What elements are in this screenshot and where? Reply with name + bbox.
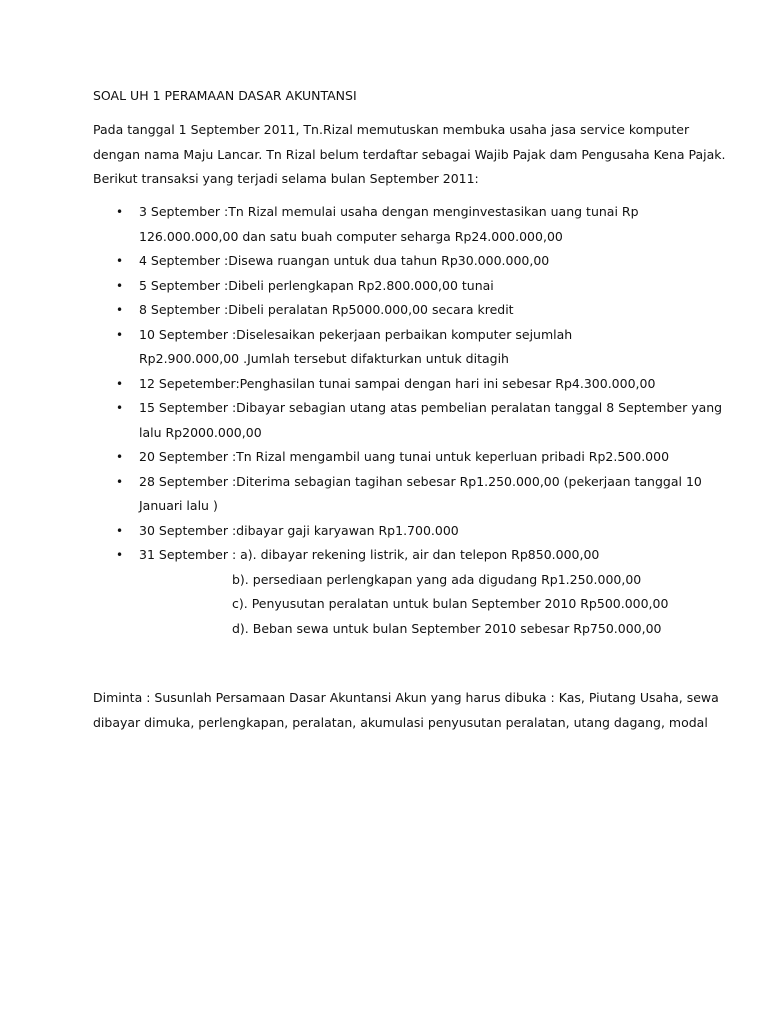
bullet-icon: •	[116, 278, 124, 293]
bullet-icon: •	[116, 523, 124, 538]
list-item-text: Januari lalu )	[139, 498, 218, 513]
bullet-icon: •	[116, 303, 124, 317]
list-item	[93, 249, 693, 274]
bullet-icon: •	[116, 205, 124, 219]
list-item-text: Rp2.900.000,00 .Jumlah tersebut difakturkan untuk ditagih	[139, 351, 509, 366]
list-item-text: 4 September :Disewa ruangan untuk dua tahun Rp30.000.000,00	[139, 253, 550, 268]
task-line: Diminta : Susunlah Persamaan Dasar Akuntansi Akun yang harus dibuka : Kas, Piutang Usaha, sewa	[93, 690, 719, 705]
bullet-icon: •	[116, 401, 124, 415]
list-item	[93, 396, 723, 445]
list-item-text: lalu Rp2000.000,00	[139, 424, 262, 440]
list-item-subline: d). Beban sewa untuk bulan September 2010 sebesar Rp750.000,00	[232, 620, 662, 636]
list-item-text: 12 Sepetember:Penghasilan tunai sampai dengan hari ini sebesar Rp4.300.000,00	[139, 375, 656, 391]
list-item	[93, 200, 693, 249]
task-line: dibayar dimuka, perlengkapan, peralatan, akumulasi penyusutan peralatan, utang dagang, modal	[93, 715, 708, 730]
list-item-text: 126.000.000,00 dan satu buah computer seharga Rp24.000.000,00	[139, 228, 563, 244]
intro-line: dengan nama Maju Lancar. Tn Rizal belum terdaftar sebagai Wajib Pajak dam Pengusaha Kena Pajak.	[93, 146, 726, 162]
list-item-text: 3 September :Tn Rizal memulai usaha dengan menginvestasikan uang tunai Rp	[139, 204, 639, 219]
list-item-text: 15 September :Dibayar sebagian utang atas pembelian peralatan tanggal 8 September yang	[139, 400, 723, 415]
list-item	[93, 274, 693, 299]
list-item	[93, 298, 693, 323]
list-item-text: 10 September :Diselesaikan pekerjaan perbaikan komputer sejumlah	[139, 326, 573, 342]
intro-line: Berikut transaksi yang terjadi selama bulan September 2011:	[93, 171, 479, 186]
list-item-subline: b). persediaan perlengkapan yang ada digudang Rp1.250.000,00	[232, 571, 642, 587]
transaction-list	[93, 200, 723, 641]
list-item	[93, 372, 693, 397]
bullet-icon: •	[116, 376, 124, 391]
list-item	[93, 323, 693, 372]
list-item-text: 8 September :Dibeli peralatan Rp5000.000,00 secara kredit	[139, 302, 514, 317]
list-item	[93, 445, 693, 470]
bullet-icon: •	[116, 327, 124, 342]
bullet-icon: •	[116, 548, 124, 562]
list-item	[93, 519, 693, 544]
intro-line: Pada tanggal 1 September 2011, Tn.Rizal memutuskan membuka usaha jasa service komputer	[93, 122, 690, 137]
intro-paragraph	[93, 118, 726, 192]
list-item-text: 20 September :Tn Rizal mengambil uang tunai untuk keperluan pribadi Rp2.500.000	[139, 449, 670, 464]
document-title: SOAL UH 1 PERAMAAN DASAR AKUNTANSI	[93, 88, 357, 103]
list-item-text: 28 September :Diterima sebagian tagihan sebesar Rp1.250.000,00 (pekerjaan tanggal 10	[139, 473, 702, 489]
list-item-text: 30 September :dibayar gaji karyawan Rp1.700.000	[139, 522, 459, 538]
list-item	[93, 470, 702, 519]
bullet-icon: •	[116, 254, 124, 268]
list-item-text: 31 September : a). dibayar rekening listrik, air dan telepon Rp850.000,00	[139, 547, 600, 562]
bullet-icon: •	[116, 450, 124, 464]
list-item-subline: c). Penyusutan peralatan untuk bulan September 2010 Rp500.000,00	[232, 596, 669, 611]
list-item-text: 5 September :Dibeli perlengkapan Rp2.800.000,00 tunai	[139, 277, 494, 293]
list-item	[93, 543, 693, 641]
bullet-icon: •	[116, 474, 124, 489]
task-instruction	[93, 685, 719, 735]
